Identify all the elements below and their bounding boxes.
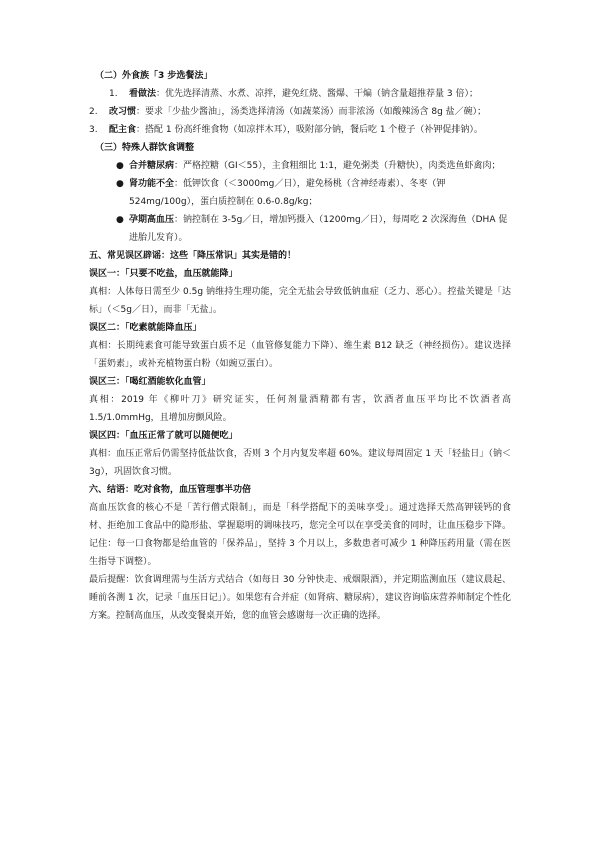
item-text: ：低钾饮食（＜3000mg／日），避免杨桃（含神经毒素）、冬枣（钾 524mg/100g），蛋白质控制在 0.6-0.8g/kg； [129, 179, 446, 207]
item-lead: 配主食 [109, 125, 137, 135]
item-lead: 看做法 [129, 89, 157, 99]
special-item-kidney [89, 175, 511, 211]
conclusion-heading: 六、结语：吃对食物，血压管理事半功倍 [89, 485, 252, 495]
item-number: 3. [89, 125, 98, 135]
special-heading: （三）特殊人群饮食调整 [95, 143, 195, 153]
item-lead: 孕期高血压 [129, 215, 175, 225]
eat-out-item-1 [89, 85, 511, 103]
item-text: ：严格控糖（GI＜55），主食粗细比 1:1，避免粥类（升糖快），肉类选鱼虾禽肉； [174, 161, 501, 171]
conclusion-paragraph-1: 高血压饮食的核心不是「苦行僧式限制」，而是「科学搭配下的美味享受」。通过选择天然高钾镁钙的食材、拒绝加工食品中的隐形盐、掌握聪明的调味技巧，您完全可以在享受美食的同时，让血压稳步下降。记住：每一口食物都是给血管的「保养品」，坚持 3 个月以上，多数患者可减少 1 种降压药用量（需在医生指导下调整）。 [89, 503, 511, 567]
myth-3-title: 误区三：「喝红酒能软化血管」 [89, 377, 211, 387]
item-lead: 合并糖尿病 [129, 161, 175, 171]
conclusion-paragraph-2: 最后提醒：饮食调理需与生活方式结合（如每日 30 分钟快走、戒烟限酒），并定期监测血压（建议晨起、睡前各测 1 次，记录「血压日记」）。如果您有合并症（如肾病、糖尿病），建议咨询临床营养师制定个性化方案。控制高血压，从改变餐桌开始，您的血管会感谢每一次正确的选择。 [89, 575, 511, 621]
item-text: ：钠控制在 3-5g／日，增加钙摄入（1200mg／日），每周吃 2 次深海鱼（DHA 促进胎儿发育）。 [129, 215, 508, 243]
item-lead: 肾功能不全 [129, 179, 175, 189]
item-text: ：优先选择清蒸、水煮、凉拌，避免红烧、酱爆、干煸（钠含量超推荐量 3 倍）； [156, 89, 478, 99]
item-number: 2. [89, 107, 98, 117]
special-item-pregnancy [89, 211, 511, 247]
bullet-icon: ● [116, 161, 124, 171]
item-lead: 改习惯 [109, 107, 137, 117]
myths-heading: 五、常见误区辟谣：这些「降压常识」其实是错的！ [89, 251, 297, 261]
myth-2-title: 误区二：「吃素就能降血压」 [89, 323, 202, 333]
eat-out-item-3 [89, 121, 511, 139]
eat-out-heading: （二）外食族「3 步选餐法」 [95, 71, 213, 81]
myth-3-truth: 真相：2019 年《柳叶刀》研究证实，任何剂量酒精都有害，饮酒者血压平均比不饮酒者高 1.5/1.0mmHg，且增加房颤风险。 [89, 395, 511, 423]
myth-1-truth: 真相：人体每日需至少 0.5g 钠维持生理功能，完全无盐会导致低钠血症（乏力、恶心）。控盐关键是「达标」（＜5g／日），而非「无盐」。 [89, 287, 511, 315]
item-text: ：要求「少盐少酱油」，汤类选择清汤（如蔬菜汤）而非浓汤（如酸辣汤含 8g 盐／碗）； [136, 107, 487, 117]
item-number: 1. [109, 89, 118, 99]
item-text: ：搭配 1 份高纤维食物（如凉拌木耳），吸附部分钠，餐后吃 1 个橙子（补钾促排钠）。 [136, 125, 483, 135]
special-item-diabetes [89, 157, 511, 175]
bullet-icon: ● [116, 215, 124, 225]
eat-out-item-2 [89, 103, 511, 121]
myth-2-truth: 真相：长期纯素食可能导致蛋白质不足（血管修复能力下降）、维生素 B12 缺乏（神经损伤）。建议选择「蛋奶素」，或补充植物蛋白粉（如豌豆蛋白）。 [89, 341, 511, 369]
myth-4-title: 误区四：「血压正常了就可以随便吃」 [89, 431, 238, 441]
myth-1-title: 误区一：「只要不吃盐，血压就能降」 [89, 269, 238, 279]
bullet-icon: ● [116, 179, 124, 189]
myth-4-truth: 真相：血压正常后仍需坚持低盐饮食，否则 3 个月内复发率超 60%。建议每周固定 1 天「轻盐日」（钠＜3g），巩固饮食习惯。 [89, 449, 511, 477]
